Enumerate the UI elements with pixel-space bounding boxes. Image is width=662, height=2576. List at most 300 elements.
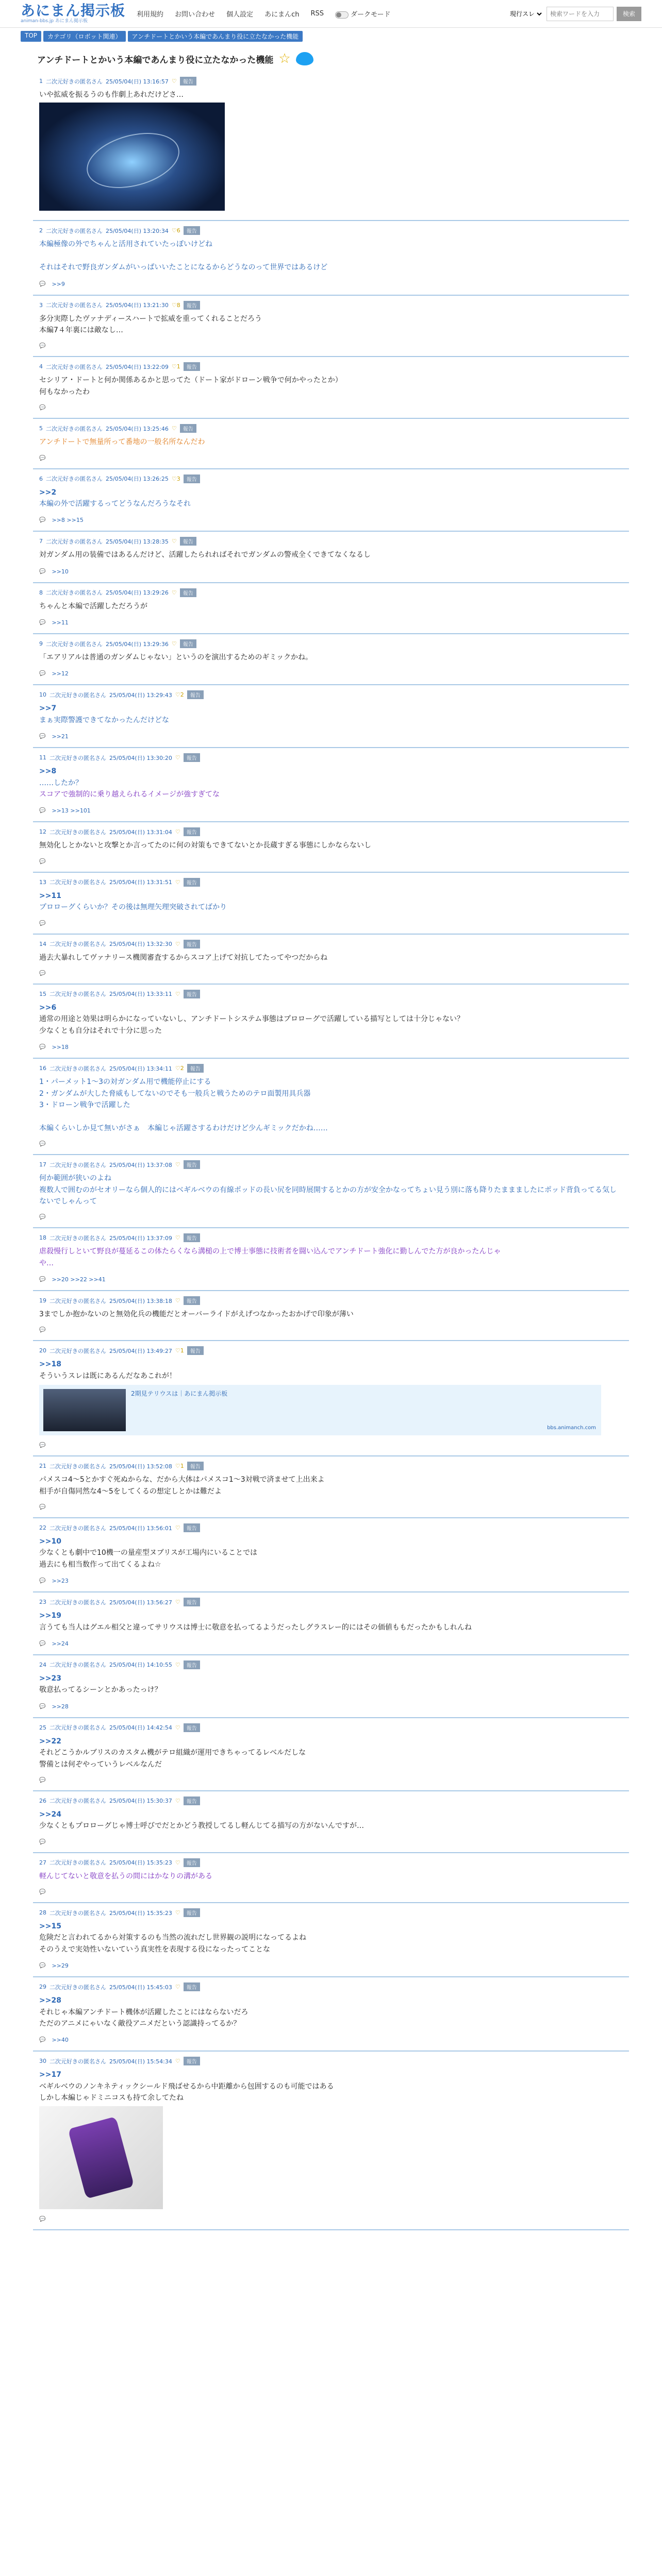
post-line: それどこうかルブリスのカスタム機がテロ組織が運用できちゃってるレベルだしな [39,1749,306,1757]
report-button[interactable]: 報告 [184,1723,200,1732]
like-button[interactable] [175,1984,180,1990]
post [33,748,629,822]
like-button[interactable] [175,1798,180,1804]
post-line: 少なくとも劇中で10機一の量産型ヌブリスが工場内にいることでは [39,1549,257,1557]
report-button[interactable]: 報告 [180,77,196,86]
post-line[interactable]: >>28 [39,1996,61,2005]
post [33,419,629,469]
post-number[interactable]: 15 [39,990,46,997]
like-count: 2 [180,1065,184,1072]
report-button[interactable]: 報告 [187,1064,204,1073]
post [33,2052,629,2230]
post-line: ちゃんと本編で活躍しただろうが [39,602,147,611]
reply-icon[interactable]: 💬 [39,1777,46,1783]
post-footer [39,1443,623,1448]
poster-name: 二次元好きの匿名さん [49,828,106,836]
like-button[interactable] [175,754,180,761]
post-body [39,952,623,963]
poster-name: 二次元好きの匿名さん [49,1662,106,1669]
reply-anchors[interactable]: >>13 >>101 [52,807,91,815]
crumb-thread[interactable]: アンチドートとかいう本編であんまり役に立たなかった機能 [128,31,303,42]
poster-name: 二次元好きの匿名さん [49,1347,106,1354]
reply-icon[interactable]: 💬 [39,1214,46,1221]
post-number[interactable]: 7 [39,538,43,545]
post-body [39,1673,623,1696]
post-number[interactable]: 8 [39,589,43,596]
post-number[interactable]: 2 [39,227,43,234]
reply-icon[interactable]: 💬 [39,568,46,574]
post-footer [39,1141,623,1147]
like-button[interactable] [175,691,184,698]
post-meta [39,1462,623,1470]
poster-name: 二次元好きの匿名さん [46,589,103,597]
heart-icon: ♡ [171,227,177,234]
like-button[interactable] [175,1662,180,1668]
post-meta [39,1523,623,1532]
like-button[interactable] [175,1161,180,1168]
heart-icon: ♡ [175,1724,180,1731]
poster-name: 二次元好きの匿名さん [49,941,106,948]
reply-icon[interactable]: 💬 [39,1277,46,1283]
reply-anchors[interactable]: >>24 [52,1640,69,1647]
post [33,469,629,532]
twitter-share-icon[interactable] [296,52,313,65]
report-button[interactable]: 報告 [184,1160,200,1169]
report-button[interactable]: 報告 [184,1233,200,1242]
post-line[interactable]: >>18 [39,1360,61,1369]
report-button[interactable]: 報告 [187,1462,204,1470]
post-footer [39,1777,623,1783]
link-card[interactable] [39,1385,601,1435]
post-line[interactable]: >>23 [39,1674,61,1683]
like-button[interactable] [172,363,180,370]
like-button[interactable] [172,78,177,84]
post-body [39,1309,623,1320]
like-button[interactable] [172,476,180,482]
reply-icon[interactable]: 💬 [39,858,46,865]
post-meta [39,226,623,235]
reply-anchors[interactable]: >>29 [52,1962,69,1970]
reply-icon[interactable]: 💬 [39,970,46,976]
favorite-star-icon[interactable]: ☆ [278,51,291,66]
post-date: 25/05/04(日) 13:25:46 [106,425,169,432]
report-button[interactable]: 報告 [184,474,200,483]
post-body [39,890,623,913]
post-number[interactable]: 30 [39,2058,46,2065]
nav-settings[interactable]: 個人設定 [226,11,254,19]
reply-anchors[interactable]: >>28 [52,1703,69,1710]
report-button[interactable]: 報告 [184,1908,200,1917]
post-number[interactable]: 21 [39,1463,46,1470]
crumb-top[interactable]: TOP [21,31,41,42]
report-button[interactable]: 報告 [184,1797,200,1805]
post-footer [39,405,623,411]
report-button[interactable]: 報告 [184,990,200,998]
reply-anchors[interactable]: >>20 >>22 >>41 [52,1276,106,1283]
post-meta [39,362,623,371]
post-body [39,1921,623,1955]
post-date: 25/05/04(日) 13:38:18 [109,1297,172,1304]
reply-icon[interactable]: 💬 [39,808,46,814]
like-button[interactable] [175,1347,184,1354]
post-date: 25/05/04(日) 14:10:55 [109,1662,172,1669]
poster-name: 二次元好きの匿名さん [49,991,106,998]
post-meta [39,1160,623,1169]
like-button[interactable] [175,991,180,997]
reply-icon[interactable]: 💬 [39,455,46,461]
like-button[interactable] [175,1524,180,1531]
report-button[interactable]: 報告 [184,753,200,762]
post-meta [39,77,623,86]
report-button[interactable]: 報告 [184,1598,200,1606]
post-footer [39,733,623,740]
report-button[interactable]: 報告 [184,940,200,948]
post [33,985,629,1059]
nav-rss[interactable]: RSS [310,10,324,18]
heart-icon: ♡ [175,878,180,886]
crumb-category[interactable]: カテゴリ（ロボット関連） [43,31,126,42]
poster-name: 二次元好きの匿名さん [49,1984,106,1991]
post-line[interactable]: >>10 [39,1537,61,1546]
post-number[interactable]: 13 [39,878,46,886]
post-body [39,1246,623,1269]
post [33,1291,629,1341]
post-number[interactable]: 28 [39,1909,46,1917]
report-button[interactable]: 報告 [184,362,200,371]
reply-anchors[interactable]: >>9 [52,280,65,287]
like-button[interactable] [172,538,177,545]
post-line: 本編の外で活躍するってどうなんだろうなそれ [39,499,191,508]
report-button[interactable]: 報告 [180,424,196,433]
heart-icon: ♡ [175,1661,180,1668]
post-meta [39,1296,623,1305]
post-date: 25/05/04(日) 13:16:57 [106,78,169,85]
post-line: 対ガンダム用の装備ではあるんだけど、活躍したられればそれでガンダムの警戒全くできてなくなるし [39,551,371,560]
post-body [39,840,623,851]
reply-icon[interactable]: 💬 [39,1889,46,1895]
post-date: 25/05/04(日) 13:26:25 [106,476,169,483]
post-date: 25/05/04(日) 13:49:27 [109,1347,172,1354]
dark-mode-toggle[interactable] [335,9,390,19]
reply-icon[interactable]: 💬 [39,343,46,349]
post-number[interactable]: 27 [39,1859,46,1866]
reply-icon[interactable]: 💬 [39,2216,46,2222]
post-meta [39,1233,623,1242]
post-date: 25/05/04(日) 13:37:08 [109,1161,172,1168]
post-number[interactable]: 11 [39,754,46,761]
thread-title-row [0,45,662,72]
post-number[interactable]: 16 [39,1065,46,1072]
post-meta [39,639,623,648]
post-number[interactable]: 17 [39,1161,46,1168]
post-meta [39,753,623,762]
post-footer [39,1214,623,1220]
post [33,1853,629,1903]
post-line: 何か範囲が狭いのよね [39,1174,111,1183]
post-number[interactable]: 22 [39,1524,46,1532]
link-card-title: 2期見テリウスは｜あにまん掲示板 [131,1390,228,1398]
post-line: 過去にも相当数作って出てくるよね☆ [39,1560,161,1569]
nav-animanch[interactable]: あにまんch [264,11,300,19]
like-button[interactable] [175,828,180,835]
post-number[interactable]: 4 [39,363,43,370]
post-line[interactable]: >>22 [39,1737,61,1745]
like-button[interactable] [175,1297,180,1304]
reply-icon[interactable]: 💬 [39,1839,46,1845]
reply-anchors[interactable]: >>8 >>15 [52,517,84,524]
like-button[interactable] [175,2058,180,2064]
poster-name: 二次元好きの匿名さん [49,691,106,699]
reply-anchors[interactable]: >>21 [52,733,69,740]
like-button[interactable] [175,1859,180,1866]
like-button[interactable] [175,1065,184,1072]
post-number[interactable]: 1 [39,78,43,84]
post-image[interactable] [39,2106,163,2209]
like-button[interactable] [175,1234,180,1241]
report-button[interactable]: 報告 [184,827,200,836]
heart-icon: ♡ [175,1297,180,1304]
post-number[interactable]: 6 [39,475,43,482]
like-button[interactable] [175,1599,180,1605]
post-number[interactable]: 19 [39,1297,46,1304]
post-number[interactable]: 14 [39,940,46,947]
poster-name: 二次元好きの匿名さん [49,1524,106,1532]
post-line: パメスコ4〜5とかすぐ死ぬからな、だから大体はパメスコ1〜3対戦で済ませて上出来よ [39,1476,325,1484]
post-line: や… [39,1259,54,1267]
post [33,357,629,419]
report-button[interactable]: 報告 [180,588,196,597]
post-meta [39,1908,623,1917]
post-number[interactable]: 26 [39,1797,46,1804]
post-line: 1・パーメット1〜3の対ガンダム用で機能停止にする [39,1078,211,1087]
heart-icon: ♡ [175,691,180,699]
post-footer [39,971,623,976]
post-line: それはそれで野良ガンダムがいっぱいいたことになるからどうなのって世界ではあるけど [39,263,328,272]
like-button[interactable] [172,640,177,647]
post-date: 25/05/04(日) 13:33:11 [109,991,172,998]
post-footer [39,281,623,287]
search-scope-select[interactable] [508,10,543,18]
link-card-domain: bbs.animanch.com [547,1425,596,1431]
report-button[interactable]: 報告 [184,1660,200,1669]
page-title: アンチドートとかいう本編であんまり役に立たなかった機能 [37,55,274,65]
like-button[interactable] [175,1909,180,1916]
post-footer [39,517,623,523]
heart-icon: ♡ [171,78,177,84]
post [33,1155,629,1228]
report-button[interactable]: 報告 [187,690,204,699]
poster-name: 二次元好きの匿名さん [49,1859,106,1867]
like-count: 1 [176,363,180,370]
logo-text: あにまん掲示板 [21,2,126,19]
reply-icon[interactable]: 💬 [39,1504,46,1511]
reply-icon[interactable]: 💬 [39,620,46,626]
post-line[interactable]: >>17 [39,2071,61,2079]
post-body [39,1076,623,1134]
post-meta [39,1982,623,1991]
heart-icon: ♡ [175,2058,180,2065]
heart-icon: ♡ [175,1161,180,1168]
post [33,1903,629,1977]
post-line[interactable]: >>24 [39,1810,61,1819]
heart-icon: ♡ [175,1234,180,1242]
post-meta [39,1797,623,1805]
post-date: 25/05/04(日) 13:28:35 [106,538,169,545]
report-button[interactable]: 報告 [180,639,196,648]
post-number[interactable]: 24 [39,1661,46,1668]
like-button[interactable] [172,227,180,234]
post-footer [39,1889,623,1895]
post-line[interactable]: >>2 [39,488,57,497]
nav-terms[interactable]: 利用規約 [137,11,164,19]
reply-anchors[interactable]: >>40 [52,2037,69,2044]
poster-name: 二次元好きの匿名さん [46,227,103,234]
report-button[interactable]: 報告 [184,301,200,310]
post-number[interactable]: 10 [39,691,46,699]
like-button[interactable] [175,1463,184,1469]
report-button[interactable]: 報告 [180,537,196,546]
post-body [39,89,623,211]
reply-icon[interactable]: 💬 [39,1044,46,1050]
post-body [39,601,623,612]
post-line: しかし本編じゃドミニコスも持て余してたね [39,2094,184,2103]
report-button[interactable]: 報告 [184,1982,200,1991]
post-footer [39,1044,623,1050]
post-line: セシリア・ドートと何か関係あるかと思ってた（ドート家がドローン戦争で何かやったとか） [39,376,342,385]
post-body [39,1610,623,1633]
post-number[interactable]: 25 [39,1724,46,1731]
reply-anchors[interactable]: >>18 [52,1044,69,1051]
report-button[interactable]: 報告 [184,1296,200,1305]
post-image[interactable] [39,103,225,211]
post-line: 相手が自傷同然な4〜5をしてくるの想定しとかは難だよ [39,1487,222,1496]
reply-anchors[interactable]: >>10 [52,568,69,575]
post-line [39,250,623,262]
post-body [39,1359,623,1435]
like-button[interactable] [172,425,177,432]
post-body [39,375,623,398]
reply-icon[interactable]: 💬 [39,1578,46,1584]
site-header [0,0,662,28]
reply-icon[interactable]: 💬 [39,734,46,740]
report-button[interactable]: 報告 [184,1523,200,1532]
post-footer [39,1504,623,1510]
post-line: そのうえで実効性いないていう真実性を表現する役になったってことな [39,1945,270,1954]
dark-mode-label: ダークモード [351,11,391,19]
post-meta [39,827,623,836]
post-number[interactable]: 23 [39,1599,46,1606]
post-number[interactable]: 29 [39,1984,46,1991]
post-footer [39,1640,623,1647]
reply-icon[interactable]: 💬 [39,2037,46,2043]
post-line: 3までしか抱かないのと無効化兵の機能だとオーバーライドがえげつなかったおかげで印象が薄い [39,1310,354,1319]
reply-icon[interactable]: 💬 [39,1640,46,1647]
poster-name: 二次元好きの匿名さん [46,363,103,370]
reply-icon[interactable]: 💬 [39,920,46,926]
post-number[interactable]: 3 [39,301,43,309]
post-line[interactable]: >>15 [39,1922,61,1931]
reply-icon[interactable]: 💬 [39,1703,46,1709]
reply-icon[interactable]: 💬 [39,1327,46,1333]
reply-icon[interactable]: 💬 [39,517,46,523]
reply-icon[interactable]: 💬 [39,1443,46,1449]
like-button[interactable] [175,941,180,947]
report-button[interactable]: 報告 [184,878,200,887]
poster-name: 二次元好きの匿名さん [49,1909,106,1917]
search-button[interactable]: 検索 [617,7,641,21]
heart-icon: ♡ [175,1065,180,1072]
heart-icon: ♡ [175,1797,180,1804]
like-button[interactable] [175,879,180,886]
post-date: 25/05/04(日) 13:20:34 [106,227,169,234]
poster-name: 二次元好きの匿名さん [49,754,106,761]
post-footer [39,1703,623,1710]
toggle-icon [335,11,349,19]
post-line: 本編くらいしか見て無いがさぁ 本編じゃ活躍さするわけだけど少んギミックだかね…… [39,1124,328,1132]
post-number[interactable]: 18 [39,1234,46,1242]
post-number[interactable]: 12 [39,828,46,836]
reply-icon[interactable]: 💬 [39,671,46,677]
search-box [508,7,641,21]
like-count: 1 [180,1347,184,1354]
reply-anchors[interactable]: >>23 [52,1578,69,1585]
post [33,72,629,221]
report-button[interactable]: 報告 [187,1346,204,1355]
post-number[interactable]: 5 [39,425,43,432]
post-line: 複数人で囲むのがセオリーなら個人的にはベギルベウの有線ポッドの長い尻を同時展開するとかの方が安全かなってちょい見う別に落も降りたままましたにポッド背負ってる気しないでしゃんって [39,1185,617,1206]
link-card-thumbnail [43,1389,126,1431]
post-meta [39,1064,623,1073]
heart-icon: ♡ [171,301,177,309]
post [33,1977,629,2052]
post-number[interactable]: 20 [39,1347,46,1354]
post-line[interactable]: >>19 [39,1612,61,1620]
post-line[interactable]: >>7 [39,704,57,713]
post-meta [39,1346,623,1355]
site-logo[interactable] [21,4,125,24]
reply-icon[interactable]: 💬 [39,1963,46,1969]
heart-icon: ♡ [175,1599,180,1606]
heart-icon: ♡ [175,1859,180,1866]
nav-contact[interactable]: お問い合わせ [175,11,216,19]
post-meta [39,1660,623,1669]
reply-icon[interactable]: 💬 [39,1141,46,1147]
report-button[interactable]: 報告 [184,226,200,235]
post-number[interactable]: 9 [39,640,43,648]
search-input[interactable] [547,7,614,21]
like-button[interactable] [172,589,177,596]
like-button[interactable] [175,1724,180,1731]
reply-icon[interactable]: 💬 [39,281,46,287]
report-button[interactable]: 報告 [184,1858,200,1867]
post-line [39,1111,623,1122]
post-footer [39,859,623,865]
post-line[interactable]: >>6 [39,1003,57,1012]
post-line[interactable]: >>11 [39,891,61,900]
post-line[interactable]: >>8 [39,767,57,776]
reply-anchors[interactable]: >>11 [52,619,69,626]
poster-name: 二次元好きの匿名さん [49,1297,106,1304]
like-button[interactable] [172,302,180,309]
poster-name: 二次元好きの匿名さん [49,1724,106,1732]
post-meta [39,588,623,597]
reply-anchors[interactable]: >>12 [52,670,69,677]
reply-icon[interactable]: 💬 [39,405,46,411]
post [33,935,629,985]
post-meta [39,474,623,483]
report-button[interactable]: 報告 [184,2057,200,2065]
post-date: 25/05/04(日) 13:30:20 [109,754,172,761]
